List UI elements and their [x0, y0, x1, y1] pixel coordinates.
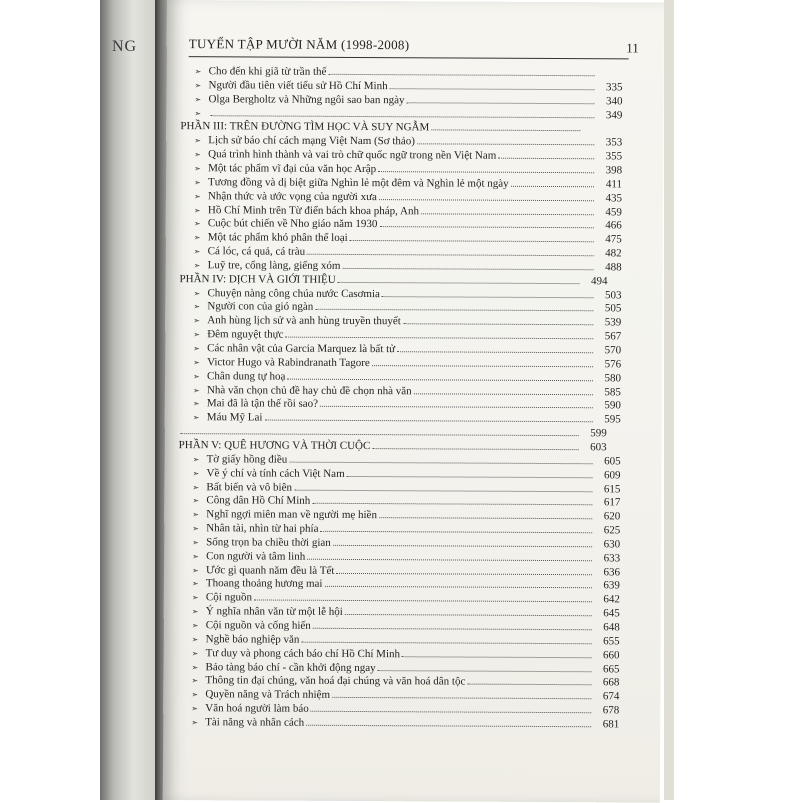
toc-entry-page: 353 [596, 136, 622, 149]
toc-entry [181, 64, 623, 79]
toc-entry-title: Về ý chí và tính cách Việt Nam [206, 467, 344, 481]
toc-entry-page: 340 [596, 95, 622, 108]
toc-entry [180, 216, 622, 231]
toc-entry [180, 203, 622, 218]
arrow-bullet-icon: ➣ [191, 702, 205, 715]
toc-entry-title: Công dân Hồ Chí Minh [206, 495, 310, 509]
toc-entry-title: Chuyện nàng công chúa nước Casơmia [207, 287, 380, 301]
toc-entry [179, 452, 621, 467]
dot-leader [402, 647, 592, 658]
arrow-bullet-icon: ➣ [192, 522, 206, 535]
dot-leader [417, 135, 594, 146]
toc-entry [180, 230, 622, 245]
toc-entry [179, 383, 621, 398]
toc-entry-title: Người con của gió ngàn [207, 301, 313, 315]
toc-entry-title: Lịch sử báo chí cách mạng Việt Nam (Sơ thảo) [208, 134, 415, 148]
toc-entry [177, 687, 619, 702]
dot-leader [414, 384, 593, 395]
toc-entry-page: 615 [594, 483, 620, 496]
toc-section-heading [179, 424, 607, 439]
toc-entry-title: Anh hùng lịch sử và anh hùng truyền thuyết [207, 315, 401, 329]
arrow-bullet-icon: ➣ [194, 190, 208, 203]
page-number: 11 [626, 40, 639, 56]
dot-leader [511, 177, 594, 187]
arrow-bullet-icon: ➣ [194, 231, 208, 244]
toc-entry-page: 605 [595, 455, 621, 468]
arrow-bullet-icon: ➣ [194, 204, 208, 217]
arrow-bullet-icon: ➣ [191, 688, 205, 701]
arrow-bullet-icon: ➣ [194, 217, 208, 230]
toc-entry-title: Cá lóc, cá quả, cá tràu [208, 245, 305, 259]
toc-entry-title: Chân dung tự hoạ [207, 370, 285, 383]
toc-entry-page: 648 [594, 621, 620, 634]
toc-entry-page: 482 [596, 247, 622, 260]
toc-entry-page: 681 [593, 718, 619, 731]
running-header [189, 36, 629, 59]
toc-entry-title: PHẦN V: QUÊ HƯƠNG VÀ THỜI CUỘC [179, 439, 371, 453]
toc-entry-title: Một tác phẩm khó phân thể loại [208, 231, 348, 245]
toc-entry-page: 475 [596, 233, 622, 246]
toc-entry-page: 494 [581, 275, 607, 288]
toc-entry-page: 335 [597, 81, 623, 94]
dot-leader [467, 675, 591, 686]
dot-leader [350, 231, 594, 242]
dot-leader [210, 106, 594, 118]
dot-leader [379, 508, 592, 519]
arrow-bullet-icon: ➣ [193, 342, 207, 355]
arrow-bullet-icon: ➣ [195, 79, 209, 92]
arrow-bullet-icon: ➣ [191, 716, 205, 729]
toc-entry-title: Thông tin đại chúng, văn hoá đại chúng và văn hoá dân tộc [205, 675, 465, 689]
toc-entry-title: Cho đến khi giã từ trần thế [209, 65, 327, 79]
dot-leader [287, 369, 593, 381]
dot-leader [498, 149, 594, 160]
arrow-bullet-icon: ➣ [193, 314, 207, 327]
toc-entry-title: Olga Bergholtz và Những ngôi sao ban ngày [208, 93, 404, 107]
dot-leader [312, 494, 592, 505]
dot-leader [336, 563, 592, 574]
toc-entry-title: Một tác phẩm vĩ đại của văn học Arập [208, 162, 376, 176]
toc-entry [180, 258, 622, 273]
toc-entry-page: 488 [596, 261, 622, 274]
toc-entry-title: Cội nguồn [206, 592, 252, 605]
toc-entry-page: 505 [595, 303, 621, 316]
toc-entry [179, 355, 621, 370]
toc-entry [180, 189, 622, 204]
arrow-bullet-icon: ➣ [191, 661, 205, 674]
toc-entry-page: 576 [595, 358, 621, 371]
left-page-text: NG [112, 38, 137, 56]
toc-entry [179, 341, 621, 356]
toc-entry-page: 595 [595, 413, 621, 426]
toc-entry-page: 590 [595, 400, 621, 413]
toc-entry-page: 503 [595, 289, 621, 302]
toc-entry [181, 78, 623, 93]
page-stack-edge [664, 0, 674, 800]
dot-leader [264, 411, 592, 423]
arrow-bullet-icon: ➣ [193, 384, 207, 397]
dot-leader [306, 716, 591, 727]
toc-entry [177, 715, 619, 730]
arrow-bullet-icon: ➣ [194, 93, 208, 106]
arrow-bullet-icon: ➣ [192, 591, 206, 604]
arrow-bullet-icon: ➣ [192, 647, 206, 660]
arrow-bullet-icon: ➣ [192, 605, 206, 618]
toc-entry-page: 466 [596, 220, 622, 233]
toc-entry-title: Luỹ tre, cổng làng, giếng xóm [208, 259, 341, 273]
toc-entry-title: Nhà văn chọn chủ đề hay chủ đề chọn nhà văn [207, 384, 412, 398]
arrow-bullet-icon: ➣ [194, 245, 208, 258]
toc-entry-page: 411 [596, 178, 622, 191]
dot-leader [407, 93, 595, 104]
toc-entry-title: Ước gì quanh năm đều là Tết [206, 564, 334, 578]
toc-entry-page: 435 [596, 192, 622, 205]
toc-entry-page: 620 [594, 510, 620, 523]
dot-leader [333, 536, 592, 547]
dot-leader [181, 424, 579, 436]
toc-entry-title: Các nhân vật của Garcia Marquez là bất tử [207, 342, 395, 356]
arrow-bullet-icon: ➣ [192, 467, 206, 480]
toc-entry-page: 355 [596, 150, 622, 163]
toc-entry [180, 175, 622, 190]
toc-entry-page: 539 [595, 317, 621, 330]
book-page [163, 0, 664, 803]
dot-leader [345, 605, 592, 616]
dot-leader [285, 328, 593, 340]
arrow-bullet-icon: ➣ [193, 356, 207, 369]
toc-entry [178, 632, 620, 647]
dot-leader [382, 287, 594, 298]
toc-entry [180, 92, 622, 107]
toc-entry-title: PHẦN IV: DỊCH VÀ GIỚI THIỆU [180, 273, 336, 287]
toc-entry-title: Nghề báo nghiệp văn [206, 633, 300, 646]
arrow-bullet-icon: ➣ [192, 633, 206, 646]
toc-entry-title: Quá trình hình thành và vai trò chữ quốc ngữ trong nền Việt Nam [208, 148, 496, 163]
toc-entry [178, 493, 620, 508]
dot-leader [301, 633, 591, 645]
toc-entry [178, 618, 620, 633]
toc-entry-page: 625 [594, 524, 620, 537]
arrow-bullet-icon: ➣ [192, 508, 206, 521]
toc-entry [178, 535, 620, 550]
arrow-bullet-icon: ➣ [192, 578, 206, 591]
dot-leader [342, 259, 593, 270]
toc-entry-title: Cội nguồn và cống hiến [206, 619, 311, 633]
toc-entry-title: Nhận thức và ước vọng của người xưa [208, 190, 377, 204]
toc-entry [180, 106, 622, 121]
dot-leader [403, 315, 594, 326]
dot-leader [390, 79, 595, 90]
arrow-bullet-icon: ➣ [194, 148, 208, 161]
book-title: TUYỂN TẬP MƯỜI NĂM (1998-2008) [189, 36, 410, 53]
arrow-bullet-icon: ➣ [193, 301, 207, 314]
toc-entry-page: 570 [595, 344, 621, 357]
dot-leader [294, 480, 593, 492]
toc-entry [177, 660, 619, 675]
toc-entry [178, 563, 620, 578]
arrow-bullet-icon: ➣ [192, 550, 206, 563]
dot-leader [289, 452, 592, 464]
arrow-bullet-icon: ➣ [192, 619, 206, 632]
toc-entry [178, 521, 620, 536]
toc-entry [179, 396, 621, 411]
toc-entry [179, 313, 621, 328]
toc-entry-page: 349 [596, 109, 622, 122]
toc-entry-page: 636 [594, 566, 620, 579]
toc-entry-page: 665 [593, 663, 619, 676]
toc-entry-title: Nghĩ ngợi miên man về người mẹ hiền [206, 508, 377, 522]
toc-entry-title: Văn hoá người làm báo [205, 702, 308, 716]
toc-entry [178, 577, 620, 592]
toc-entry-page: 639 [594, 580, 620, 593]
toc-entry-page: 599 [581, 427, 607, 440]
toc-entry-page: 660 [594, 649, 620, 662]
toc-entry-title: Bảo tàng báo chí - cần khởi động ngay [205, 661, 375, 675]
dot-leader [347, 467, 593, 478]
arrow-bullet-icon: ➣ [193, 398, 207, 411]
toc-entry-title: Đêm nguyệt thực [207, 328, 283, 341]
toc-entry-page: 398 [596, 164, 622, 177]
toc-entry-title: Người đầu tiên viết tiểu sử Hồ Chí Minh [209, 79, 388, 93]
dot-leader [328, 65, 594, 76]
toc-entry-title: Con người và tâm linh [206, 550, 305, 564]
dot-leader [320, 522, 592, 533]
toc-entry-title: Sống trọn ba chiều thời gian [206, 536, 331, 550]
dot-leader [372, 439, 578, 450]
toc-entry-page: 567 [595, 330, 621, 343]
dot-leader [313, 619, 592, 630]
arrow-bullet-icon: ➣ [194, 134, 208, 147]
toc-entry [179, 286, 621, 301]
toc-entry [179, 369, 621, 384]
toc-entry-page: 585 [595, 386, 621, 399]
toc-entry-title: Bất biến và vô biên [206, 481, 292, 494]
dot-leader [378, 661, 592, 672]
arrow-bullet-icon: ➣ [194, 259, 208, 272]
dot-leader [378, 162, 594, 173]
dot-leader [320, 397, 593, 408]
dot-leader [307, 245, 594, 257]
dot-leader [421, 204, 594, 215]
arrow-bullet-icon: ➣ [194, 176, 208, 189]
arrow-bullet-icon: ➣ [192, 481, 206, 494]
dot-leader [307, 549, 592, 560]
toc-entry-title: Ý nghĩa nhân văn từ một lễ hội [206, 605, 343, 619]
toc-entry-page: 674 [593, 690, 619, 703]
toc-entry-page: 609 [594, 469, 620, 482]
toc-entry [178, 549, 620, 564]
arrow-bullet-icon: ➣ [193, 328, 207, 341]
dot-leader [315, 300, 593, 311]
arrow-bullet-icon: ➣ [192, 494, 206, 507]
arrow-bullet-icon: ➣ [195, 65, 209, 78]
toc-section-heading [180, 119, 608, 134]
arrow-bullet-icon: ➣ [193, 453, 207, 466]
dot-leader [254, 591, 592, 603]
dot-leader [325, 577, 592, 588]
toc-entry-page: 603 [581, 441, 607, 454]
toc-entry-title: Hồ Chí Minh trên Từ điển bách khoa pháp, Anh [208, 204, 419, 218]
arrow-bullet-icon: ➣ [191, 675, 205, 688]
toc-entry-page: 668 [593, 677, 619, 690]
toc-entry [180, 244, 622, 259]
toc-entry-title: Cuộc bút chiến về Nho giáo năm 1930 [208, 218, 378, 232]
toc-entry [179, 300, 621, 315]
arrow-bullet-icon: ➣ [193, 411, 207, 424]
toc-entry [180, 161, 622, 176]
left-page-edge [100, 0, 155, 800]
dot-leader [379, 217, 593, 228]
toc-entry [179, 327, 621, 342]
toc-section-heading [179, 438, 607, 453]
toc-entry-title: PHẦN III: TRÊN ĐƯỜNG TÌM HỌC VÀ SUY NGẪM [180, 120, 429, 134]
dot-leader [397, 342, 593, 353]
toc-entry [178, 646, 620, 661]
toc-entry-page: 633 [594, 552, 620, 565]
toc-entry-title: Máu Mỹ Lai [207, 411, 263, 424]
arrow-bullet-icon: ➣ [193, 370, 207, 383]
toc-entry-title: Nhân tài, nhìn từ hai phía [206, 522, 318, 536]
toc-entry [178, 507, 620, 522]
toc-entry [178, 480, 620, 495]
toc-entry-page: 678 [593, 704, 619, 717]
toc-section-heading [180, 272, 608, 287]
toc-entry-title: Victor Hugo và Rabindranath Tagore [207, 356, 370, 370]
toc-entry-title: Thoang thoảng hương mai [206, 578, 323, 592]
table-of-contents [167, 0, 664, 3]
arrow-bullet-icon: ➣ [192, 536, 206, 549]
arrow-bullet-icon: ➣ [194, 107, 208, 120]
toc-entry-title: Tư duy và phong cách báo chí Hồ Chí Minh [206, 647, 401, 661]
dot-leader [379, 190, 594, 201]
toc-entry-page: 655 [594, 635, 620, 648]
toc-entry-title: Mai đã là tận thế rồi sao? [207, 398, 318, 412]
dot-leader [431, 121, 580, 132]
toc-entry-page: 645 [594, 607, 620, 620]
toc-entry-title: Tài năng và nhân cách [205, 716, 304, 730]
toc-entry [180, 133, 622, 148]
toc-entry [180, 147, 622, 162]
toc-entry-page: 459 [596, 206, 622, 219]
toc-entry-page: 617 [594, 497, 620, 510]
dot-leader [338, 273, 580, 284]
toc-entry [177, 673, 619, 688]
toc-entry [179, 410, 621, 425]
toc-entry [178, 466, 620, 481]
toc-entry [178, 604, 620, 619]
toc-entry-page: 630 [594, 538, 620, 551]
arrow-bullet-icon: ➣ [194, 162, 208, 175]
toc-entry [178, 590, 620, 605]
dot-leader [311, 702, 592, 713]
toc-entry-page: 580 [595, 372, 621, 385]
toc-entry-title: Tương đồng và dị biệt giữa Nghìn lẻ một đêm và Nghìn lẻ một ngày [208, 176, 509, 191]
arrow-bullet-icon: ➣ [192, 564, 206, 577]
dot-leader [372, 356, 593, 367]
toc-entry-title: Tờ giấy hồng điều [207, 453, 288, 466]
toc-entry [177, 701, 619, 716]
arrow-bullet-icon: ➣ [193, 287, 207, 300]
toc-entry-page: 642 [594, 594, 620, 607]
toc-entry-title: Quyền năng và Trách nhiệm [205, 688, 330, 702]
dot-leader [332, 688, 591, 699]
